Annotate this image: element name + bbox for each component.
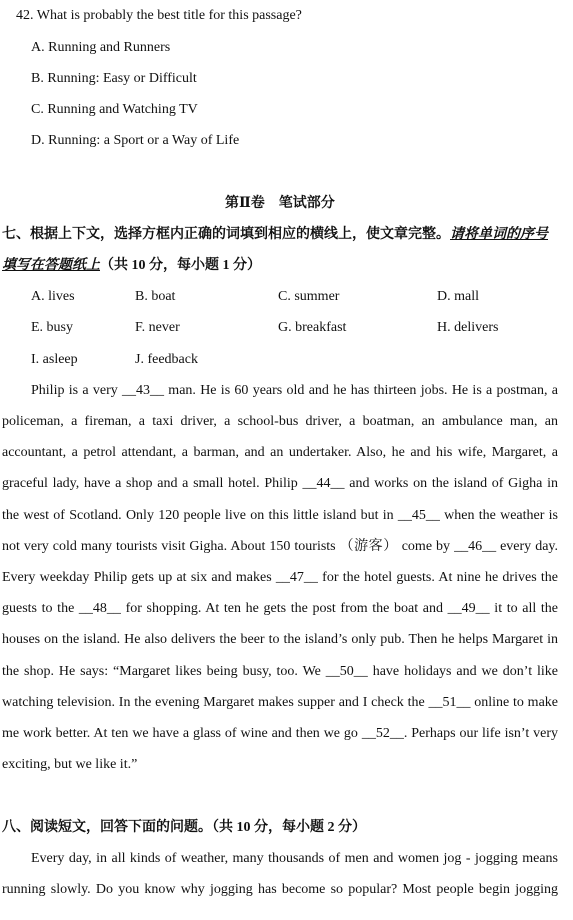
word-option-a: A. lives: [31, 289, 75, 304]
section7-heading-cont: [2, 257, 261, 275]
section7-heading-emphasis: 请将单词的序号: [450, 227, 548, 242]
q42-option-b: B. Running: Easy or Difficult: [31, 71, 197, 86]
q42-option-c: C. Running and Watching TV: [31, 102, 198, 117]
word-option-d: D. mall: [437, 289, 479, 304]
word-option-b: B. boat: [135, 289, 176, 304]
passage-line: graceful lady, have a shop and a small hotel. Philip __44__ and works on the island of Gigha in: [2, 476, 558, 491]
passage-line: me work better. At ten we have a glass of wine and then we go __52__. Perhaps our life isn’t very: [2, 726, 558, 741]
word-option-j: J. feedback: [135, 352, 198, 367]
word-option-i: I. asleep: [31, 352, 78, 367]
q42-option-d: D. Running: a Sport or a Way of Life: [31, 133, 240, 148]
q42-option-a: A. Running and Runners: [31, 40, 171, 55]
part2-title: 第Ⅱ卷 笔试部分: [225, 196, 335, 211]
passage-line: Every weekday Philip gets up at six and makes __47__ for the hotel guests. At nine he drives the: [2, 570, 558, 585]
passage-line: Every day, in all kinds of weather, many thousands of men and women jog - jogging means: [31, 851, 558, 866]
section7-points: （共 10 分，每小题 1 分）: [100, 258, 261, 273]
word-option-e: E. busy: [31, 320, 73, 335]
passage-line: the shop. He says: “Margaret likes being busy, too. We __50__ have holidays and we don’t like: [2, 664, 558, 679]
section8-heading: 八、阅读短文，回答下面的问题。（共 10 分，每小题 2 分）: [2, 820, 366, 835]
word-option-h: H. delivers: [437, 320, 499, 335]
passage-line: houses on the island. He also delivers the beer to the island’s only pub. Then he helps Margaret in: [2, 632, 558, 647]
passage-line: running slowly. Do you know why jogging has become so popular? Most people begin jogging: [2, 882, 558, 897]
passage-line: Philip is a very __43__ man. He is 60 years old and he has thirteen jobs. He is a postman, a: [31, 383, 558, 398]
passage-line: policeman, a fireman, a taxi driver, a school-bus driver, a boatman, an ambulance man, an: [2, 414, 558, 429]
section7-heading-emphasis-2: 填写在答题纸上: [2, 258, 100, 273]
question-42: 42. What is probably the best title for this passage?: [16, 8, 302, 23]
passage-line: exciting, but we like it.”: [2, 757, 138, 772]
passage-line: accountant, a petrol attendant, a barman, and an undertaker. Also, he and his wife, Margaret, a: [2, 445, 558, 460]
passage-line: not very cold many tourists visit Gigha. About 150 tourists （游客） come by __46__ every day.: [2, 539, 558, 554]
passage-line: the west of Scotland. Only 120 people live on this little island but in __45__ when the weather is: [2, 508, 558, 523]
section7-heading-main: 七、根据上下文，选择方框内正确的词填到相应的横线上，使文章完整。: [2, 227, 450, 242]
passage-line: watching television. In the evening Margaret makes supper and I check the __51__ online to make: [2, 695, 558, 710]
word-option-f: F. never: [135, 320, 180, 335]
word-option-c: C. summer: [278, 289, 340, 304]
section7-heading: [2, 226, 548, 244]
word-option-g: G. breakfast: [278, 320, 347, 335]
passage-line: guests to the __48__ for shopping. At ten he gets the post from the boat and __49__ it to all the: [2, 601, 558, 616]
